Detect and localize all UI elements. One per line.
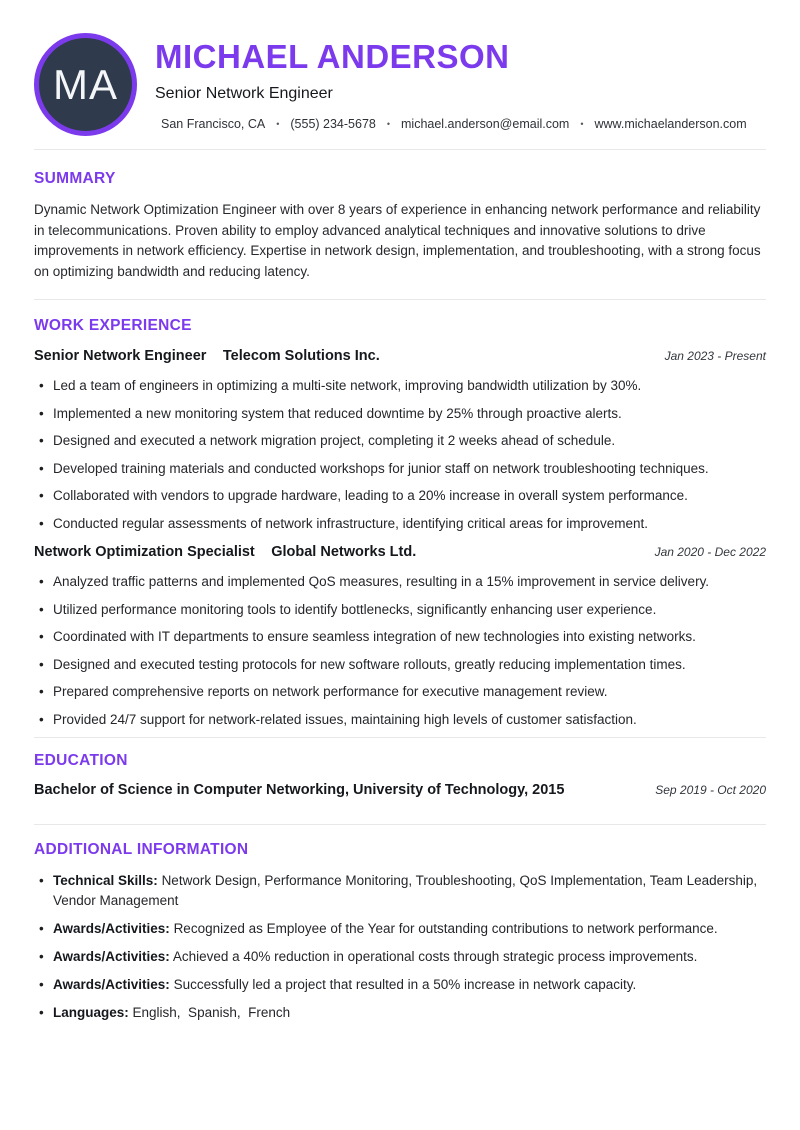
job-company: Global Networks Ltd. bbox=[271, 544, 417, 560]
contact-website: www.michaelanderson.com bbox=[594, 117, 747, 132]
candidate-job-title: Senior Network Engineer bbox=[155, 85, 333, 103]
info-label: Awards/Activities: bbox=[53, 920, 170, 936]
contact-email: michael.anderson@email.com bbox=[401, 117, 570, 132]
job-bullet-list bbox=[34, 572, 766, 729]
info-text: Successfully led a project that resulted in a 50% increase in network capacity. bbox=[173, 976, 637, 992]
job-title-company bbox=[34, 543, 416, 561]
summary-heading: SUMMARY bbox=[34, 170, 116, 187]
info-text: Network Design, Performance Monitoring, Troubleshooting, QoS Implementation, Team Leadership, Vendor Management bbox=[53, 873, 758, 908]
summary-text: Dynamic Network Optimization Engineer with over 8 years of experience in enhancing network performance and reliability in telecommunications. Proven ability to employ advanced analytical techniques and innovative solutions to drive improvements in network efficiency. Expertise in network design, implementation, and troubleshooting, with a strong focus on optimizing bandwidth and reducing latency. bbox=[34, 202, 761, 279]
header-text bbox=[155, 33, 747, 131]
section-education bbox=[34, 738, 766, 824]
job-bullet: • Analyzed traffic patterns and implemented QoS measures, resulting in a 15% improvement in service delivery. bbox=[34, 572, 766, 592]
job-dates: Jan 2020 - Dec 2022 bbox=[654, 545, 766, 559]
job-bullet: • Designed and executed testing protocols for new software rollouts, greatly reducing implementation times. bbox=[34, 655, 766, 675]
work-experience-heading: WORK EXPERIENCE bbox=[34, 317, 192, 334]
job-bullet: • Coordinated with IT departments to ensure seamless integration of new technologies into existing networks. bbox=[34, 627, 766, 647]
job-role: Senior Network Engineer bbox=[34, 348, 207, 364]
job-bullet: • Prepared comprehensive reports on network performance for executive management review. bbox=[34, 682, 766, 702]
info-item bbox=[34, 947, 766, 967]
job-company: Telecom Solutions Inc. bbox=[222, 348, 380, 364]
job-bullet: • Designed and executed a network migration project, completing it 2 weeks ahead of schedule. bbox=[34, 431, 766, 451]
info-label: Languages: bbox=[53, 1004, 129, 1020]
avatar-initials: MA bbox=[53, 60, 118, 108]
job-bullet: • Led a team of engineers in optimizing a multi-site network, improving bandwidth utilization by 30%. bbox=[34, 376, 766, 396]
dot-separator-icon: • bbox=[276, 119, 280, 130]
job-entry bbox=[34, 347, 766, 533]
job-bullet-list bbox=[34, 376, 766, 533]
job-header bbox=[34, 347, 766, 365]
avatar bbox=[34, 33, 137, 136]
info-label: Awards/Activities: bbox=[53, 976, 170, 992]
job-title-company bbox=[34, 347, 380, 365]
section-additional-information bbox=[34, 825, 766, 1022]
info-text: Achieved a 40% reduction in operational costs through strategic process improvements. bbox=[172, 948, 698, 964]
job-entry bbox=[34, 543, 766, 729]
job-bullet: • Collaborated with vendors to upgrade hardware, leading to a 20% increase in overall system performance. bbox=[34, 486, 766, 506]
job-bullet: • Utilized performance monitoring tools to identify bottlenecks, significantly enhancing user experience. bbox=[34, 600, 766, 620]
job-bullet: • Provided 24/7 support for network-related issues, maintaining high levels of customer satisfaction. bbox=[34, 710, 766, 730]
section-summary bbox=[34, 150, 766, 299]
education-dates: Sep 2019 - Oct 2020 bbox=[655, 783, 766, 797]
job-dates: Jan 2023 - Present bbox=[664, 349, 766, 363]
info-item bbox=[34, 871, 766, 910]
info-label: Technical Skills: bbox=[53, 873, 158, 888]
job-header bbox=[34, 543, 766, 561]
candidate-name: MICHAEL ANDERSON bbox=[155, 38, 510, 75]
dot-separator-icon: • bbox=[580, 119, 584, 130]
info-item bbox=[34, 919, 766, 939]
resume-header bbox=[34, 33, 766, 136]
additional-information-heading: ADDITIONAL INFORMATION bbox=[34, 841, 249, 858]
contact-location: San Francisco, CA bbox=[161, 117, 266, 132]
contact-row bbox=[155, 117, 747, 131]
job-bullet: • Conducted regular assessments of network infrastructure, identifying critical areas for improvement. bbox=[34, 514, 766, 534]
info-text: Recognized as Employee of the Year for outstanding contributions to network performance. bbox=[173, 920, 718, 936]
job-role: Network Optimization Specialist bbox=[34, 544, 255, 560]
education-degree: Bachelor of Science in Computer Networking, University of Technology, 2015 bbox=[34, 782, 565, 798]
section-work-experience bbox=[34, 300, 766, 729]
info-item bbox=[34, 975, 766, 995]
education-entry bbox=[34, 782, 766, 798]
additional-info-list bbox=[34, 871, 766, 1022]
contact-phone: (555) 234-5678 bbox=[290, 117, 376, 132]
job-bullet: • Developed training materials and conducted workshops for junior staff on network troubleshooting techniques. bbox=[34, 459, 766, 479]
info-label: Awards/Activities: bbox=[53, 948, 170, 964]
education-heading: EDUCATION bbox=[34, 752, 128, 769]
info-text: English, Spanish, French bbox=[132, 1004, 291, 1020]
dot-separator-icon: • bbox=[386, 119, 391, 130]
job-bullet: • Implemented a new monitoring system that reduced downtime by 25% through proactive alerts. bbox=[34, 404, 766, 424]
info-item bbox=[34, 1003, 766, 1023]
